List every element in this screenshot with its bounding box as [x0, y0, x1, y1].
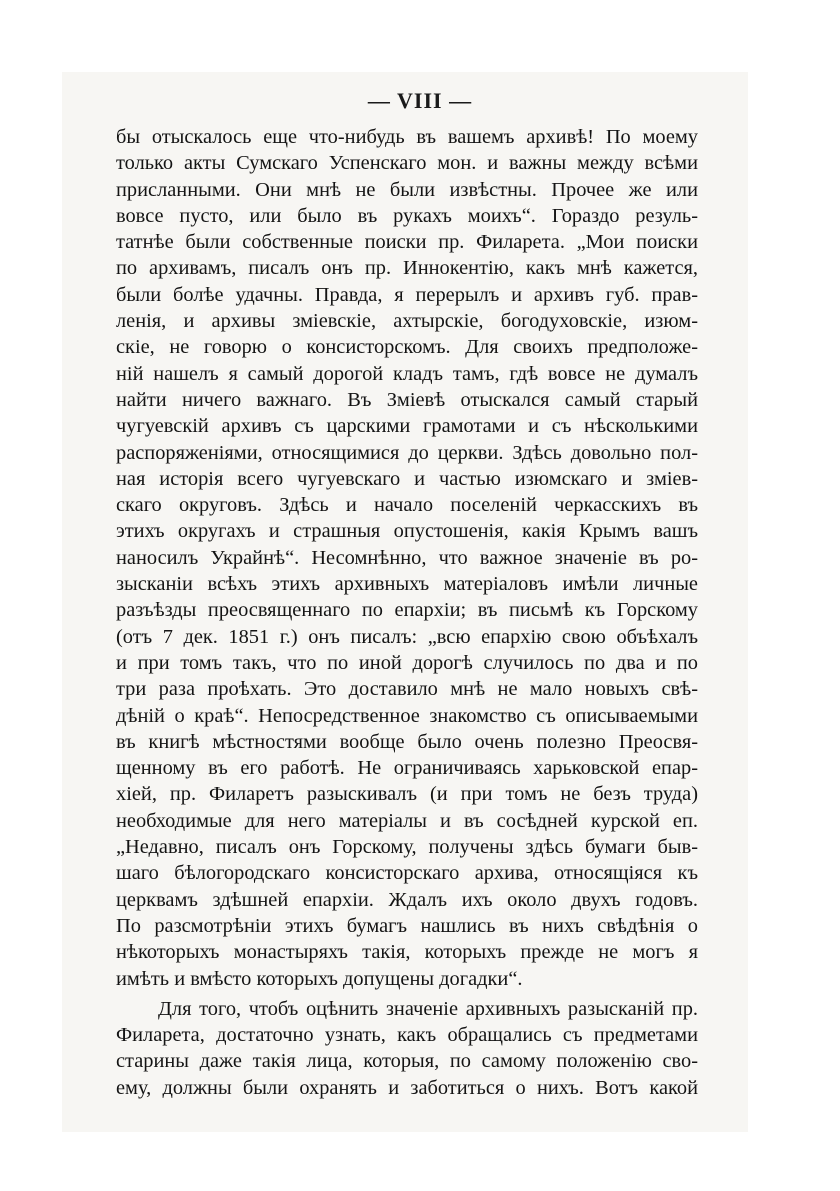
text-line: бы отыскалось еще что-нибудь въ вашемъ архивѣ! По моему: [116, 126, 698, 148]
text-line: необходимые для него матеріалы и въ сосѣдней курской еп.: [116, 809, 698, 832]
text-line: хіей, пр. Филаретъ разыскивалъ (и при томъ не безъ труда): [116, 783, 698, 806]
text-line: по архивамъ, писалъ онъ пр. Иннокентію, какъ мнѣ кажется,: [116, 257, 698, 280]
text-line: татнѣе были собственные поиски пр. Филарета. „Мои поиски: [116, 231, 698, 254]
text-line: ная исторія всего чугуевскаго и частью изюмскаго и зміев-: [116, 467, 698, 490]
text-line: дѣній о краѣ“. Непосредственное знакомство съ описываемыми: [116, 704, 698, 727]
text-line: старины даже такія лица, которыя, по самому положенію сво-: [116, 1050, 698, 1073]
text-line: щенному въ его работѣ. Не ограничиваясь харьковской епар-: [116, 757, 698, 780]
text-line: (отъ 7 дек. 1851 г.) онъ писалъ: „всю епархію свою объѣхалъ: [116, 625, 698, 648]
text-line: этихъ округахъ и страшныя опустошенія, какія Крымъ вашъ: [116, 520, 698, 543]
paragraph: [116, 124, 698, 992]
text-line: разъѣзды преосвященнаго по епархіи; въ письмѣ къ Горскому: [116, 599, 698, 622]
text-line: церквамъ здѣшней епархіи. Ждалъ ихъ около двухъ годовъ.: [116, 888, 698, 911]
text-line: скаго округовъ. Здѣсь и начало поселеній черкасскихъ въ: [116, 494, 698, 517]
page-body-text: [116, 124, 698, 1101]
text-line: ній нашелъ я самый дорогой кладъ тамъ, гдѣ вовсе не думалъ: [116, 362, 698, 385]
text-line: были болѣе удачны. Правда, я перерылъ и архивъ губ. прав-: [116, 283, 698, 306]
text-line: присланными. Они мнѣ не были извѣстны. Прочее же или: [116, 178, 698, 201]
text-line: Для того, чтобъ оцѣнить значеніе архивныхъ разысканій пр.: [158, 997, 698, 1020]
text-line: только акты Сумскаго Успенскаго мон. и важны между всѣми: [116, 152, 698, 175]
text-line: ему, должны были охранять и заботиться о нихъ. Вотъ какой: [116, 1076, 698, 1099]
text-line: три раза проѣхать. Это доставило мнѣ не мало новыхъ свѣ-: [116, 678, 698, 701]
page-number: — VIII —: [367, 88, 473, 113]
text-line: наносилъ Украйнѣ“. Несомнѣнно, что важное значеніе въ ро-: [116, 546, 698, 569]
text-line: имѣть и вмѣсто которыхъ допущены догадки“.: [116, 967, 523, 990]
text-line: вовсе пусто, или было въ рукахъ моихъ“. Гораздо резуль-: [116, 204, 698, 227]
text-line: ленія, и архивы зміевскіе, ахтырскіе, богодуховскіе, изюм-: [116, 310, 698, 333]
text-line: въ книгѣ мѣстностями вообще было очень полезно Преосвя-: [116, 730, 698, 753]
text-line: нѣкоторыхъ монастыряхъ такія, которыхъ прежде не могъ я: [116, 941, 698, 964]
text-line: „Недавно, писалъ онъ Горскому, получены здѣсь бумаги быв-: [116, 836, 698, 859]
text-line: Филарета, достаточно узнать, какъ обращались съ предметами: [116, 1024, 698, 1047]
text-line: распоряженіями, относящимися до церкви. Здѣсь довольно пол-: [116, 441, 698, 464]
paragraph: [116, 996, 698, 1101]
text-line: По разсмотрѣніи этихъ бумагъ нашлись въ нихъ свѣдѣнія о: [116, 914, 698, 937]
text-line: шаго бѣлогородскаго консисторскаго архива, относящіяся къ: [116, 862, 698, 885]
text-line: зысканіи всѣхъ этихъ архивныхъ матеріаловъ имѣли личные: [116, 573, 698, 596]
text-line: чугуевскій архивъ съ царскими грамотами и съ нѣсколькими: [116, 415, 698, 438]
text-line: и при томъ такъ, что по иной дорогѣ случилось по два и по: [116, 651, 698, 674]
text-line: найти ничего важнаго. Въ Зміевѣ отыскался самый старый: [116, 388, 698, 411]
text-line: скіе, не говорю о консисторскомъ. Для своихъ предположе-: [116, 336, 698, 359]
